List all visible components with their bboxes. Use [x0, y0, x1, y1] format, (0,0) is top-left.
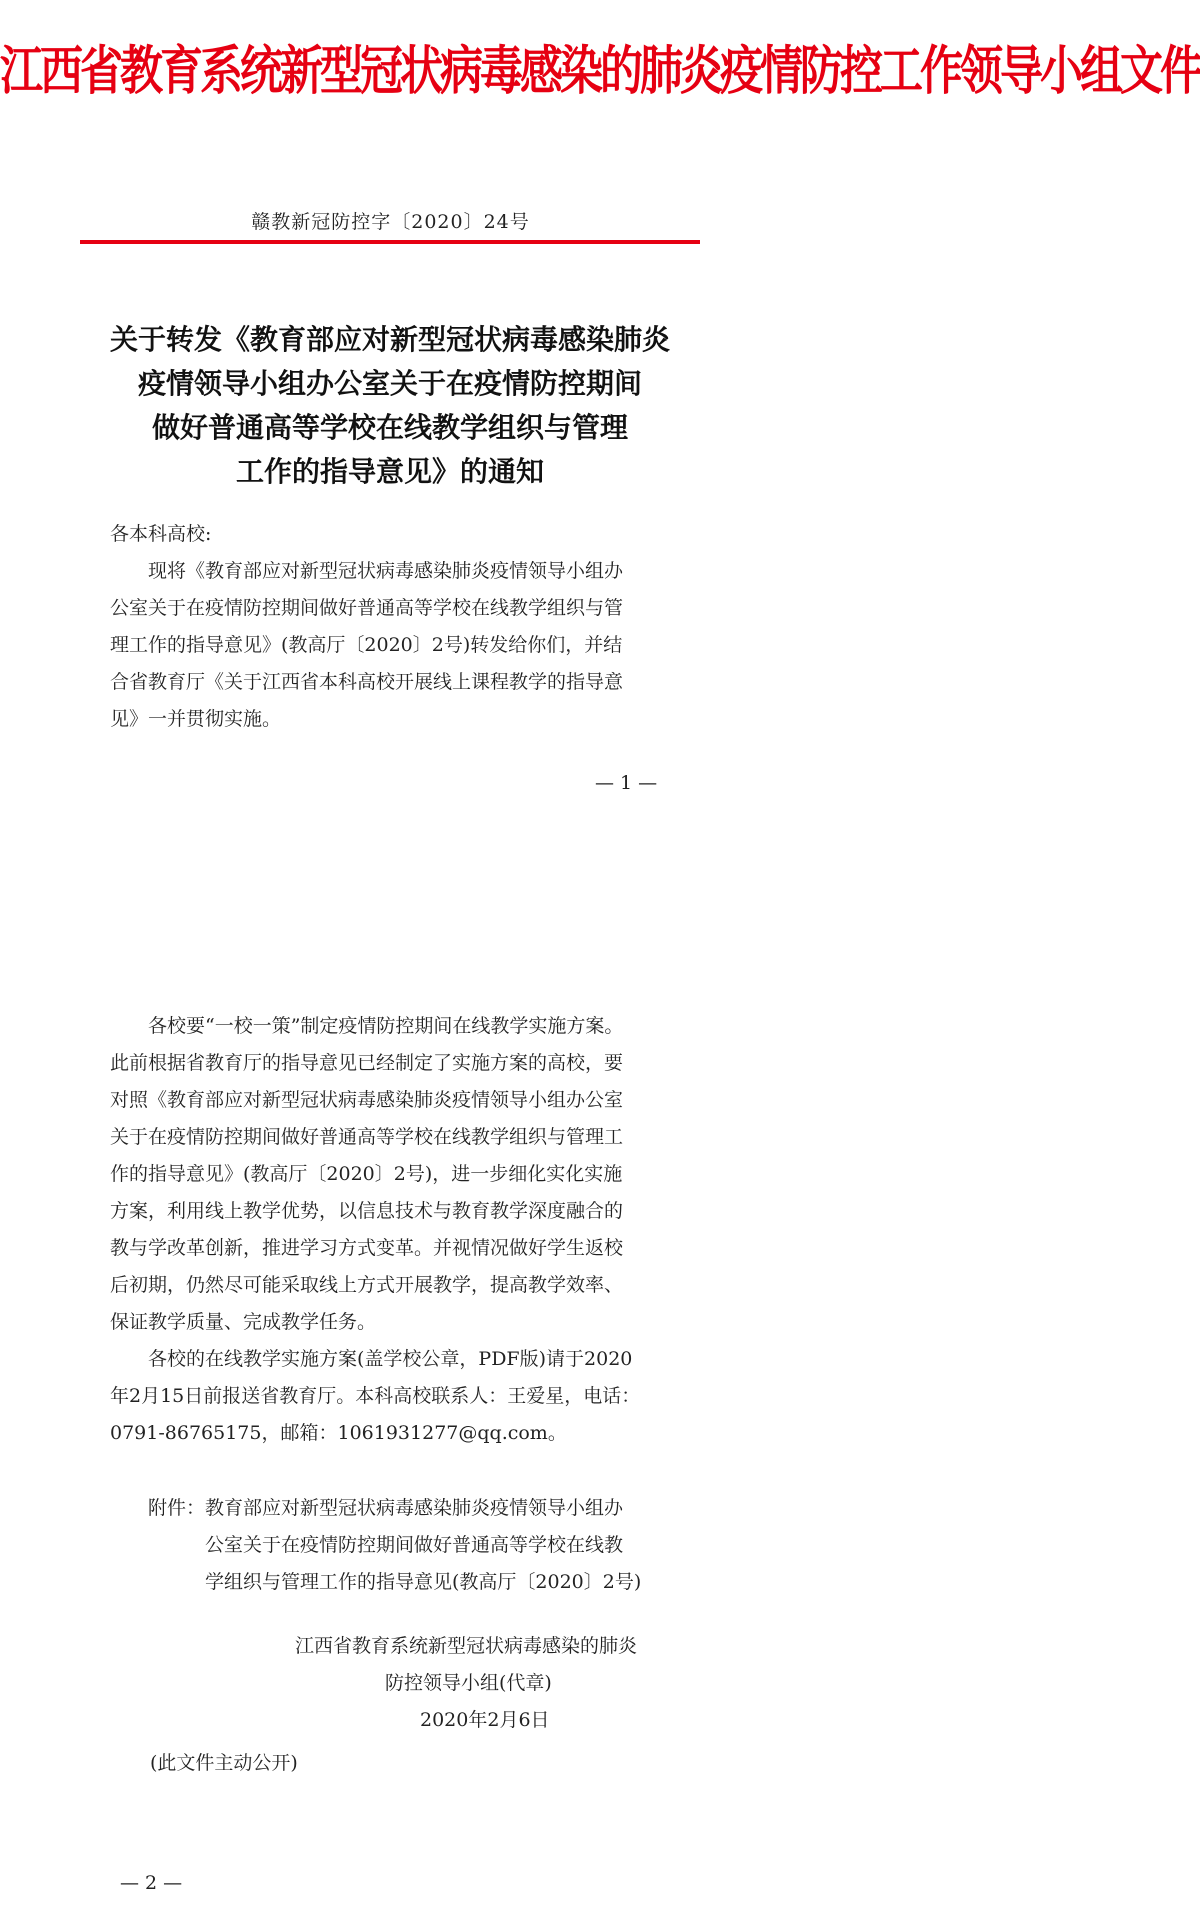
text-line: 作的指导意见》(教高厅〔2020〕2号)，进一步细化实化实施 [110, 1163, 623, 1185]
text-line: 各校的在线教学实施方案(盖学校公章，PDF版)请于2020 [148, 1348, 633, 1370]
text-line: 公室关于在疫情防控期间做好普通高等学校在线教学组织与管 [110, 597, 624, 619]
text-line: 后初期，仍然尽可能采取线上方式开展教学，提高教学效率、 [110, 1274, 624, 1296]
title-line: 工作的指导意见》的通知 [235, 455, 544, 488]
signature-date: 2020年2月6日 [420, 1709, 550, 1731]
title-line: 疫情领导小组办公室关于在疫情防控期间 [137, 367, 642, 400]
signature-organization: 江西省教育系统新型冠状病毒感染的肺炎 [295, 1635, 638, 1657]
disclosure-note: (此文件主动公开) [150, 1752, 298, 1774]
attachment-note [148, 1490, 708, 1601]
body-paragraph-1 [110, 553, 710, 738]
signature-group: 防控领导小组(代章) [385, 1672, 552, 1694]
page-number-2: — 2 — [120, 1872, 183, 1894]
text-line: 方案，利用线上教学优势，以信息技术与教育教学深度融合的 [110, 1200, 624, 1222]
text-line: 0791-86765175，邮箱：1061931277@qq.com。 [110, 1422, 567, 1444]
text-line: 附件：教育部应对新型冠状病毒感染肺炎疫情领导小组办 [148, 1497, 624, 1519]
text-line: 学组织与管理工作的指导意见(教高厅〔2020〕2号) [205, 1571, 642, 1593]
text-line: 见》一并贯彻实施。 [110, 708, 282, 730]
text-line: 保证教学质量、完成教学任务。 [110, 1311, 377, 1333]
document-number: 赣教新冠防控字〔2020〕24号 [251, 211, 530, 233]
title-line: 关于转发《教育部应对新型冠状病毒感染肺炎 [109, 323, 670, 356]
red-divider-line [80, 240, 700, 244]
issuing-organization-header: 江西省教育系统新型冠状病毒感染的肺炎疫情防控工作领导小组文件 [0, 40, 1200, 102]
body-paragraph-2 [110, 1008, 710, 1341]
body-paragraph-3 [110, 1341, 710, 1452]
document-title [60, 318, 720, 494]
text-line: 教与学改革创新，推进学习方式变革。并视情况做好学生返校 [110, 1237, 624, 1259]
text-line: 理工作的指导意见》(教高厅〔2020〕2号)转发给你们，并结 [110, 634, 623, 656]
salutation: 各本科高校: [110, 523, 212, 545]
text-line: 此前根据省教育厅的指导意见已经制定了实施方案的高校，要 [110, 1052, 624, 1074]
page-number-1: — 1 — [595, 772, 658, 794]
text-line: 关于在疫情防控期间做好普通高等学校在线教学组织与管理工 [110, 1126, 624, 1148]
text-line: 各校要“一校一策”制定疫情防控期间在线教学实施方案。 [148, 1015, 624, 1037]
text-line: 合省教育厅《关于江西省本科高校开展线上课程教学的指导意 [110, 671, 624, 693]
title-line: 做好普通高等学校在线教学组织与管理 [151, 411, 628, 444]
text-line: 对照《教育部应对新型冠状病毒感染肺炎疫情领导小组办公室 [110, 1089, 624, 1111]
text-line: 年2月15日前报送省教育厅。本科高校联系人：王爱星，电话： [110, 1385, 641, 1407]
text-line: 现将《教育部应对新型冠状病毒感染肺炎疫情领导小组办 [148, 560, 624, 582]
signature-block [295, 1628, 637, 1739]
text-line: 公室关于在疫情防控期间做好普通高等学校在线教 [205, 1534, 624, 1556]
